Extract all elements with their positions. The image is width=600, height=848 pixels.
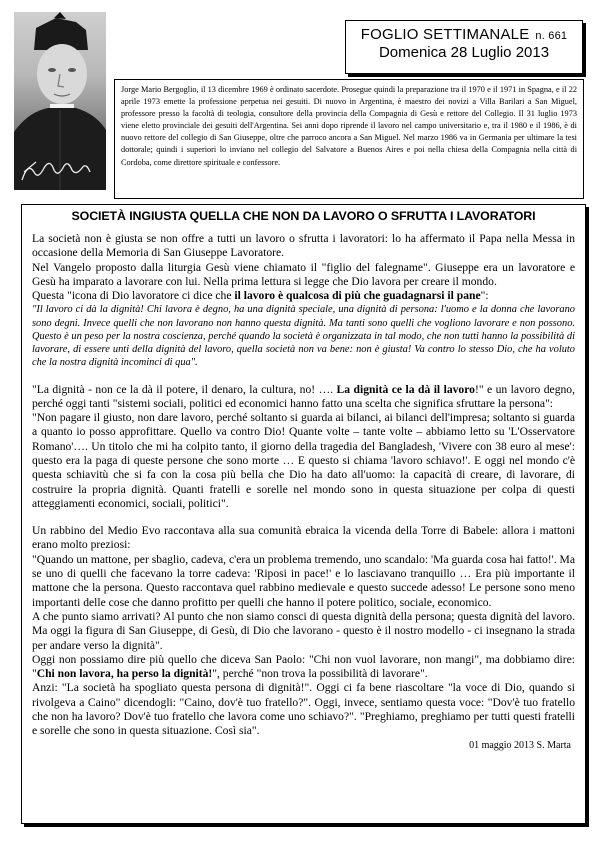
- masthead-box: [345, 20, 583, 74]
- quoted-paragraph: "Il lavoro ci dà la dignità! Chi lavora è degno, ha una dignità speciale, una dignità di persona: l'uomo e la donna che lavorano sono degni. Invece quelli che non lavorano non hanno questa dignità. Ma tanti sono quelli che vogliono lavorare e non possono. Questo è un peso per la nostra coscienza, perché quando la società è organizzata in tal modo, che non tutti hanno la possibilità di lavorare, di essere unti della dignità del lavoro, quella società non va bene: non è giusta! Va contro lo stesso Dio, che ha voluto che la nostra dignità incominci di qua".: [32, 304, 575, 369]
- article-paragraph: Nel Vangelo proposto dalla liturgia Gesù viene chiamato il "figlio del falegname". Giuseppe era un lavoratore e Gesù ha imparato a lavorare con lui. Nella prima lettura si legge che Dio lavora per creare il mondo.: [32, 260, 575, 288]
- article-signature: 01 maggio 2013 S. Marta: [469, 739, 571, 751]
- priest-portrait: [14, 12, 106, 190]
- article-paragraph: "Quando un mattone, per sbaglio, cadeva, c'era un problema tremendo, uno scandalo: 'Ma guarda cosa hai fatto!'. Ma se uno di quelli che facevano la torre cadeva: 'Riposi in pace!' e lo lasciavano tranquillo … Era più importante il mattone che la persona. Questo raccontava quel rabbino medievale e questo succede adesso! Le persone sono meno importanti delle cose che danno profitto per quelli che hanno il potere politico, sociale, economico.: [32, 552, 575, 609]
- text-run: "La dignità - non ce la dà il potere, il denaro, la cultura, no! ….: [32, 382, 337, 396]
- text-run: Oggi non possiamo dire più quello che diceva San Paolo: "Chi non vuol lavorare, non mangi", ma dobbiamo dire: ": [32, 652, 575, 681]
- masthead-title: FOGLIO SETTIMANALE: [360, 26, 530, 43]
- article-paragraph: Anzi: "La società ha spogliato questa persona di dignità!". Oggi ci fa bene riascoltare "la voce di Dio, quando si rivolgeva a Caino" dicendogli: "Caino, dov'è tuo fratello?". Oggi, invece, sentiamo questa voce: "Dov'è tuo fratello che non ha lavoro? Dov'è tuo fratello che lavora come uno schiavo?". "Preghiamo, preghiamo per tutti questi fratelli e sorelle che sono in questa situazione. Così sia".: [32, 681, 575, 738]
- text-run: ", perché "non trova la possibilità di lavorare".: [212, 667, 428, 681]
- text-run: ":: [480, 289, 489, 303]
- article-paragraph: A che punto siamo arrivati? Al punto che non siamo consci di questa dignità della persona; questa dignità del lavoro. Ma oggi la figura di San Giuseppe, di Gesù, di Dio che lavorano - questo è il nostro modello - ci insegnano la strada per andare verso la dignità".: [32, 609, 575, 652]
- article-paragraph: Un rabbino del Medio Evo raccontava alla sua comunità ebraica la vicenda della Torre di Babele: allora i mattoni erano molto preziosi:: [32, 524, 575, 552]
- bold-text: Chi non lavora, ha perso la dignità!: [36, 667, 213, 681]
- bold-text: il lavoro è qualcosa di più che guadagnarsi il pane: [234, 289, 481, 303]
- issue-number: n. 661: [535, 30, 568, 42]
- bold-text: La dignità ce la dà il lavoro: [336, 382, 475, 396]
- paragraph-gap: [32, 511, 575, 524]
- article-paragraph: [32, 653, 575, 682]
- article-box: [21, 204, 586, 824]
- paragraph-gap: [32, 370, 575, 383]
- article-paragraph: La società non è giusta se non offre a tutti un lavoro o sfrutta i lavoratori: lo ha affermato il Papa nella Messa in occasione della Memoria di San Giuseppe Lavoratore.: [32, 232, 575, 260]
- biography-box: Jorge Mario Bergoglio, il 13 dicembre 1969 è ordinato sacerdote. Prosegue quindi la preparazione tra il 1970 e il 1971 in Spagna, e il 22 aprile 1973 emette la professione perpetua nei gesuiti. Di nuovo in Argentina, è maestro dei novizi a Villa Barilari a San Miguel, professore presso la facoltà di teologia, consultore della provincia della Compagnia di Gesù e rettore del Collegio. Il 31 luglio 1973 viene eletto provinciale dei gesuiti dell'Argentina. Sei anni dopo riprende il lavoro nel campo universitario e, tra il 1980 e il 1986, è di nuovo rettore del collegio di San Giuseppe, oltre che parroco ancora a San Miguel. Nel marzo 1986 va in Germania per ultimare la tesi dottorale; quindi i superiori lo inviano nel collegio del Salvatore a Buenos Aires e poi nella chiesa della Compagnia nella città di Cordoba, come direttore spirituale e confessore.: [114, 79, 584, 199]
- article-paragraph: [32, 289, 575, 303]
- article-paragraph: "Non pagare il giusto, non dare lavoro, perché soltanto si guarda ai bilanci, ai bilanci dell'impresa; soltanto si guarda a quanto io posso approfittare. Quello va contro Dio! Quante volte – tante volte – abbiamo letto su 'L'Osservatore Romano'…. Un titolo che mi ha colpito tanto, il giorno della tragedia del Bangladesh, 'Vivere con 38 euro al mese': questo era la paga di queste persone che sono morte … E questo si chiama 'lavoro schiavo!'. E oggi nel mondo c'è questa schiavitù che si fa con la cosa più bella che Dio ha dato all'uomo: la capacità di creare, di lavorare, di costruire la propria dignità. Quanti fratelli e sorelle nel mondo sono in questa situazione per colpa di questi atteggiamenti economici, sociali, politici".: [32, 411, 575, 510]
- article-title: SOCIETÀ INGIUSTA QUELLA CHE NON DA LAVORO O SFRUTTA I LAVORATORI: [71, 209, 536, 223]
- text-run: Questa "icona di Dio lavoratore ci dice che: [32, 289, 235, 303]
- handwritten-signature: [14, 12, 106, 190]
- text-run: !" e un lavoro degno, perché oggi tanti "sistemi sociali, politici ed economici hanno fatto una scelta che significa sfruttare la persona":: [32, 382, 575, 410]
- masthead-title-line: [346, 26, 582, 43]
- issue-date: Domenica 28 Luglio 2013: [378, 44, 550, 61]
- article-paragraph: [32, 383, 575, 412]
